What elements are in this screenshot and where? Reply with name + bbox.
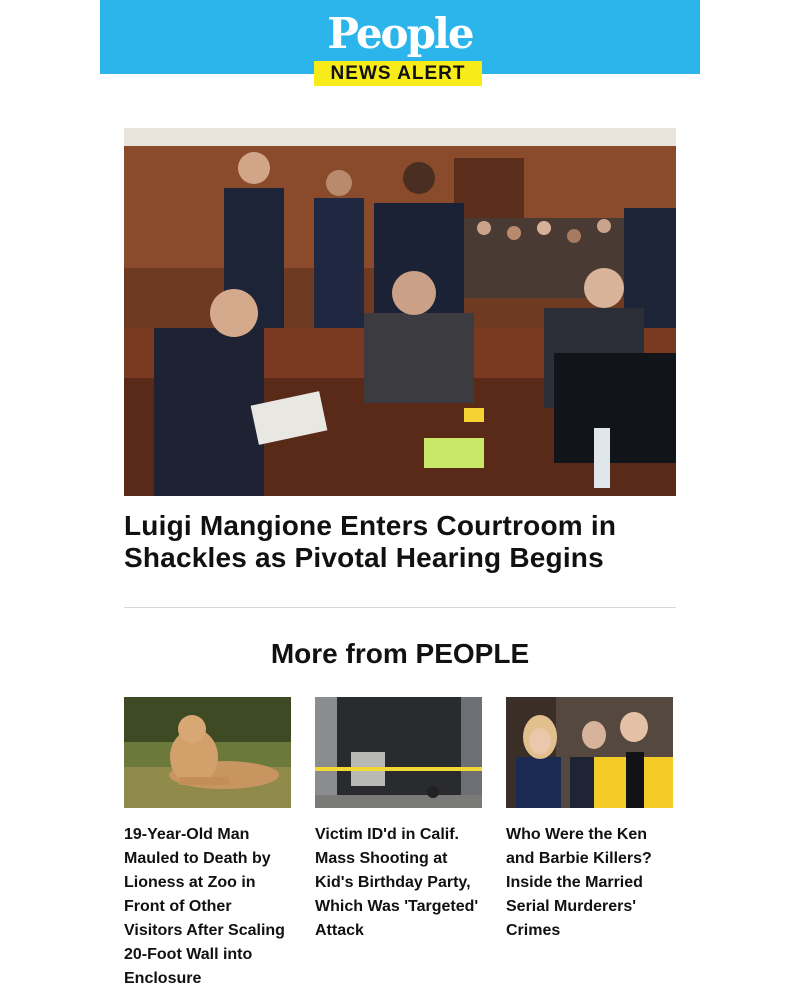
story-title-killers[interactable]: Who Were the Ken and Barbie Killers? Inside the Married Serial Murderers' Crimes [506, 826, 652, 939]
story-thumbnail-lioness[interactable] [124, 697, 291, 808]
lioness-photo [124, 697, 291, 808]
more-from-people-heading: More from PEOPLE [270, 638, 530, 669]
main-headline-link[interactable]: Luigi Mangione Enters Courtroom in Shackles as Pivotal Hearing Begins [124, 510, 617, 573]
hero-image-courtroom[interactable] [124, 128, 676, 496]
story-thumbnail-shooting[interactable] [315, 697, 482, 808]
ken-barbie-photo [506, 697, 673, 808]
story-title-lioness[interactable]: 19-Year-Old Man Mauled to Death by Lioness at Zoo in Front of Other Visitors After Scaling 20-Foot Wall into Enclosure [124, 826, 285, 987]
story-card-killers[interactable] [506, 697, 674, 943]
section-divider [124, 607, 676, 608]
story-card-shooting[interactable] [315, 697, 483, 943]
story-thumbnail-killers[interactable] [506, 697, 673, 808]
news-alert-badge: NEWS ALERT [314, 61, 482, 86]
crime-scene-photo [315, 697, 482, 808]
story-title-shooting[interactable]: Victim ID'd in Calif. Mass Shooting at Kid's Birthday Party, Which Was 'Targeted' Attack [315, 826, 479, 939]
people-logo[interactable]: People [327, 9, 473, 58]
courtroom-photo [124, 128, 676, 496]
story-card-lioness[interactable] [124, 697, 292, 991]
